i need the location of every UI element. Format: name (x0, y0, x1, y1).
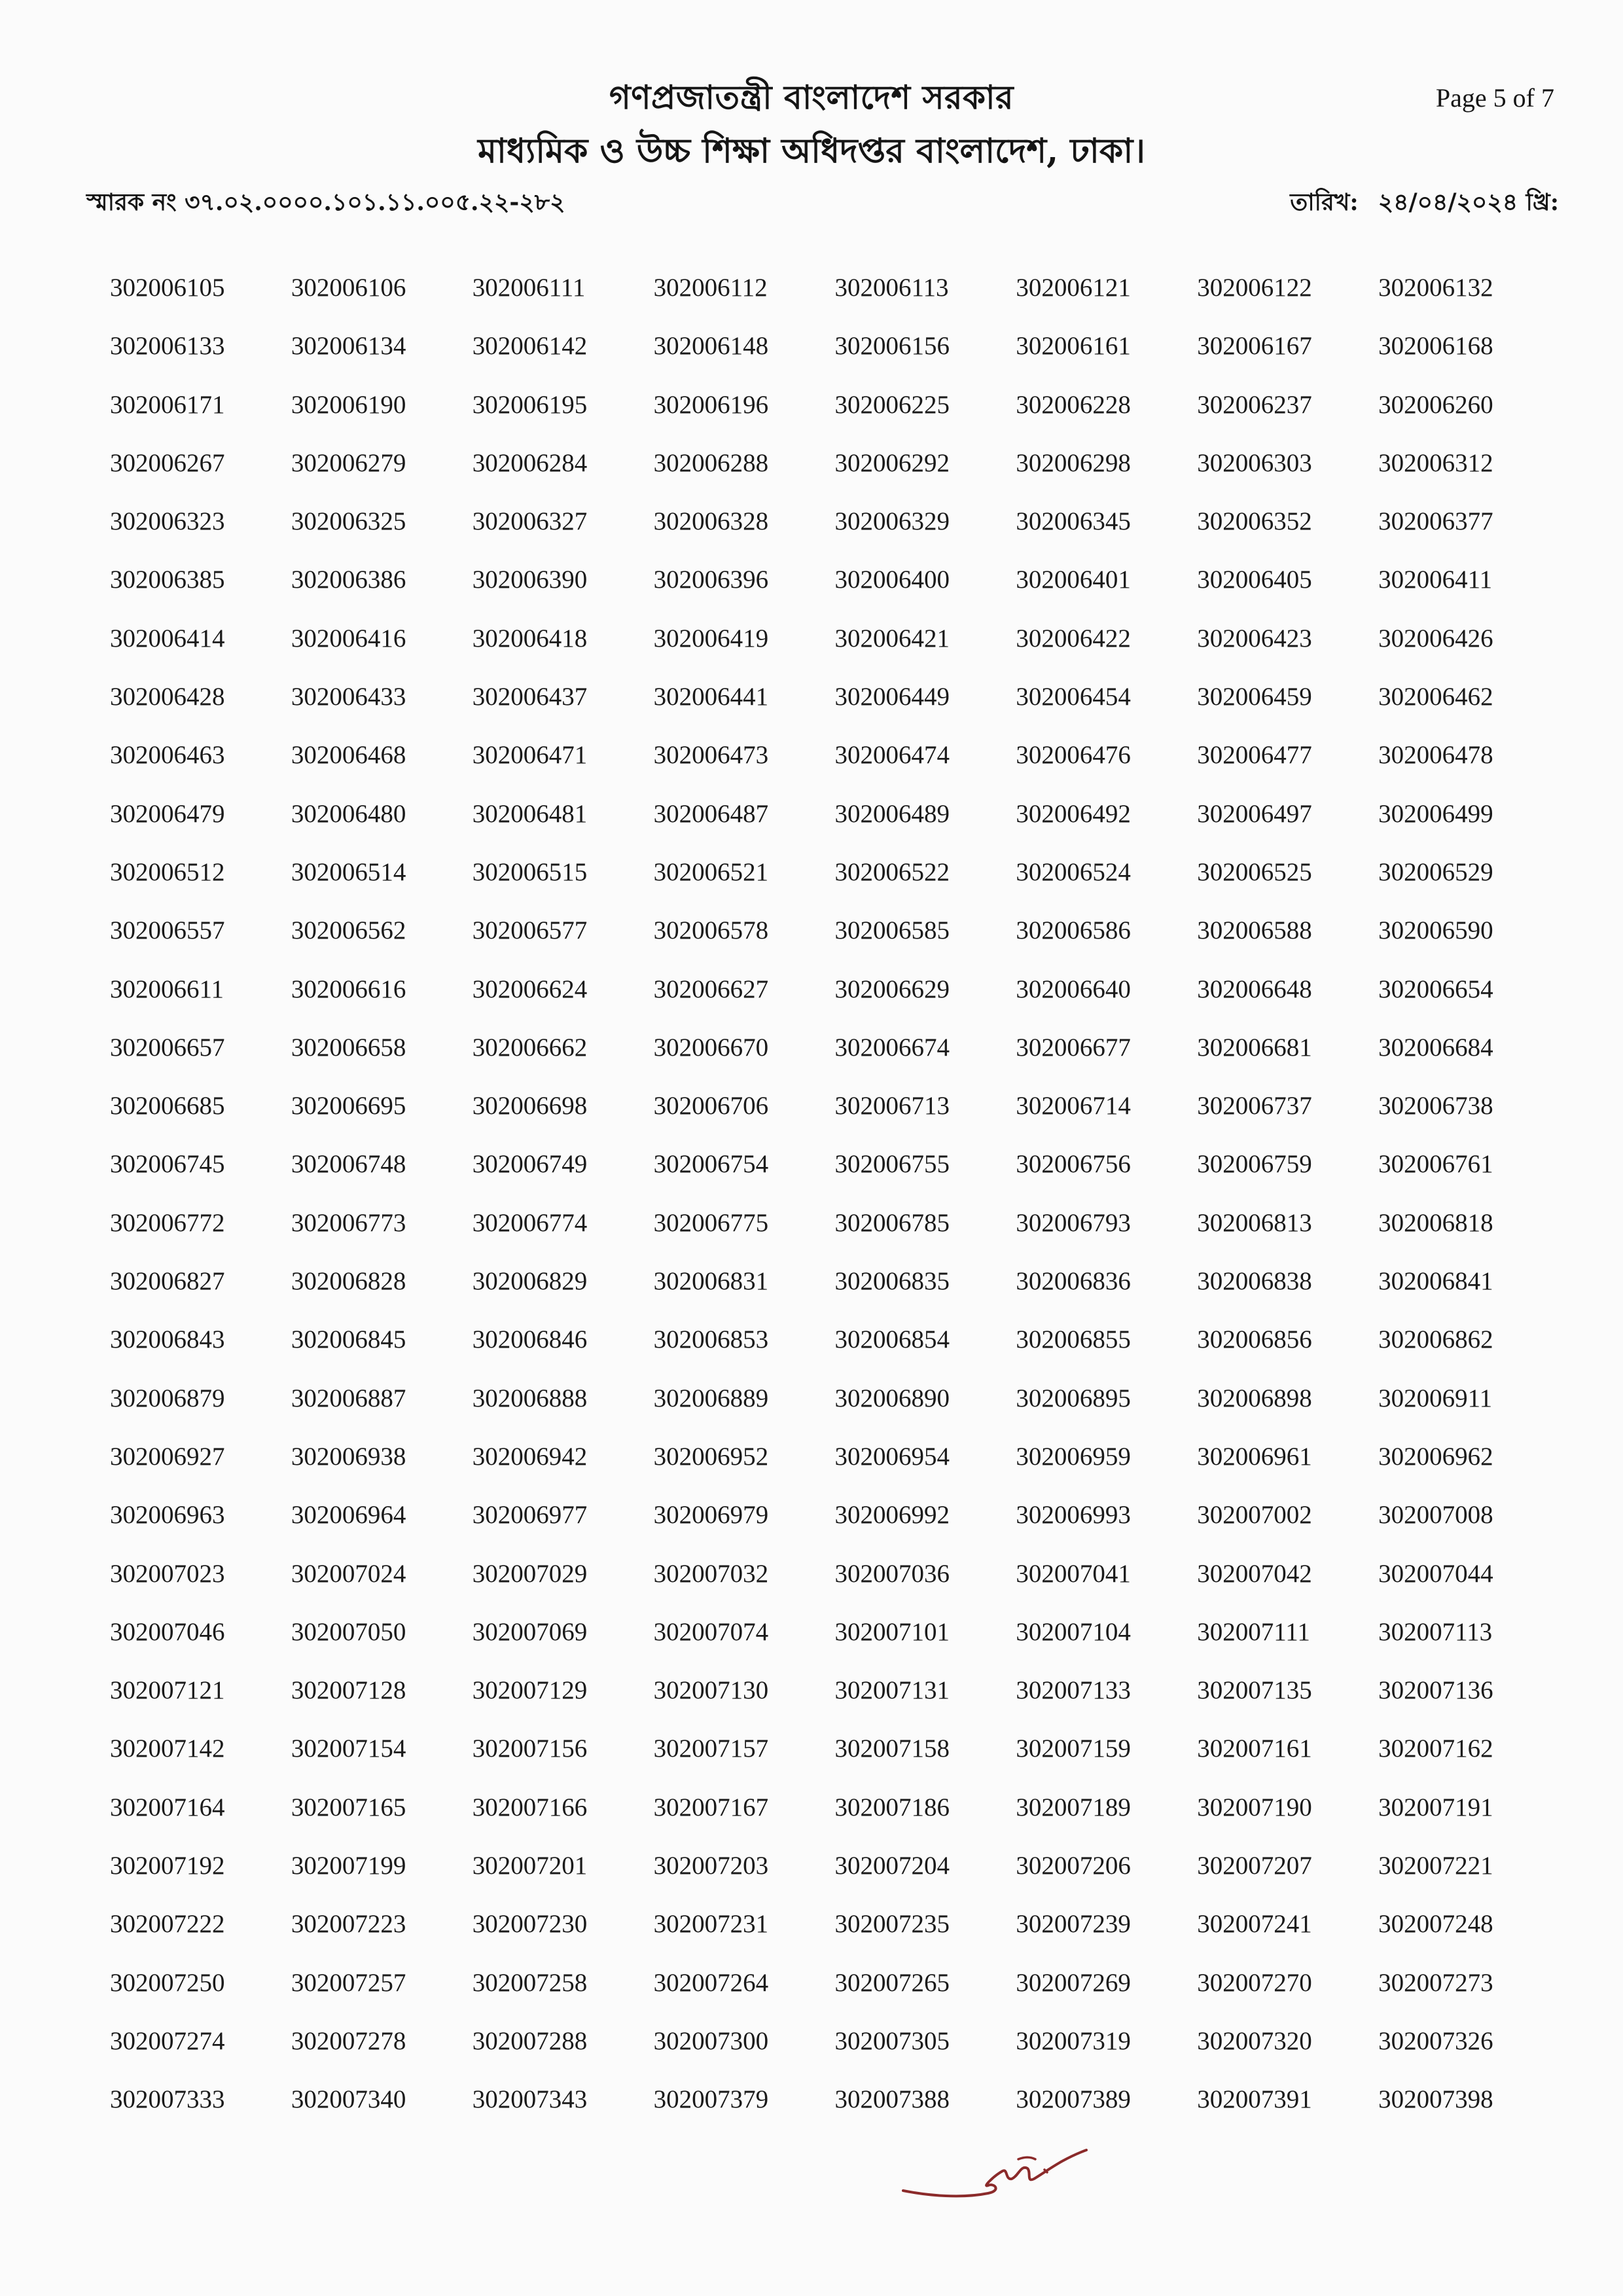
roll-number-cell: 302006426 (1378, 624, 1493, 653)
roll-number-cell: 302006476 (1016, 741, 1131, 770)
roll-number-cell: 302006854 (834, 1325, 950, 1354)
roll-number-cell: 302007333 (110, 2085, 225, 2114)
roll-number-cell: 302006793 (1016, 1208, 1131, 1237)
roll-number-cell: 302007388 (834, 2085, 950, 2114)
roll-number-cell: 302006328 (653, 507, 769, 536)
roll-number-cell: 302006449 (834, 683, 950, 711)
roll-number-cell: 302006195 (472, 390, 588, 419)
roll-number-cell: 302006454 (1016, 683, 1131, 711)
roll-number-cell: 302006775 (653, 1208, 769, 1237)
roll-number-cell: 302007128 (291, 1676, 406, 1705)
roll-number-cell: 302007305 (834, 2026, 950, 2055)
roll-number-cell: 302006911 (1378, 1384, 1493, 1412)
signature (890, 2130, 1126, 2215)
roll-number-cell: 302006390 (472, 565, 588, 594)
roll-number-cell: 302006963 (110, 1501, 225, 1530)
roll-number-cell: 302006325 (291, 507, 406, 536)
table-row (98, 1837, 1548, 1895)
roll-number-cell: 302006829 (472, 1267, 588, 1296)
roll-number-cell: 302006889 (653, 1384, 769, 1412)
roll-number-cell: 302006237 (1197, 390, 1312, 419)
roll-number-cell: 302006813 (1197, 1208, 1312, 1237)
roll-number-cell: 302006961 (1197, 1442, 1312, 1471)
page-indicator: Page 5 of 7 (1435, 83, 1554, 113)
roll-number-cell: 302006658 (291, 1033, 406, 1062)
roll-number-cell: 302007269 (1016, 1968, 1131, 1997)
roll-number-cell: 302007300 (653, 2026, 769, 2055)
table-row (98, 550, 1548, 609)
roll-number-cell: 302006856 (1197, 1325, 1312, 1354)
roll-number-cell: 302006512 (110, 857, 225, 886)
roll-number-cell: 302007113 (1378, 1617, 1493, 1646)
roll-number-cell: 302006836 (1016, 1267, 1131, 1296)
roll-number-cell: 302006773 (291, 1208, 406, 1237)
roll-number-cell: 302007074 (653, 1617, 769, 1646)
roll-number-cell: 302007046 (110, 1617, 225, 1646)
table-row (98, 726, 1548, 784)
roll-number-cell: 302006674 (834, 1033, 950, 1062)
roll-number-cell: 302006714 (1016, 1092, 1131, 1121)
roll-number-cell: 302006459 (1197, 683, 1312, 711)
roll-number-cell: 302007270 (1197, 1968, 1312, 1997)
roll-number-cell: 302006627 (653, 975, 769, 1003)
roll-number-cell: 302006521 (653, 857, 769, 886)
roll-number-cell: 302006112 (653, 274, 768, 302)
roll-number-cell: 302006377 (1378, 507, 1493, 536)
roll-number-cell: 302006962 (1378, 1442, 1493, 1471)
table-row (98, 1018, 1548, 1077)
table-row (98, 1545, 1548, 1603)
roll-number-cell: 302006677 (1016, 1033, 1131, 1062)
roll-number-cell: 302007206 (1016, 1852, 1131, 1880)
roll-number-cell: 302007050 (291, 1617, 406, 1646)
roll-number-cell: 302006654 (1378, 975, 1493, 1003)
roll-number-cell: 302006190 (291, 390, 406, 419)
roll-number-cell: 302007391 (1197, 2085, 1312, 2114)
roll-number-cell: 302006695 (291, 1092, 406, 1121)
roll-number-cell: 302006303 (1197, 448, 1312, 477)
roll-number-cell: 302007274 (110, 2026, 225, 2055)
table-row (98, 1661, 1548, 1719)
roll-number-cell: 302006196 (653, 390, 769, 419)
roll-number-cell: 302006477 (1197, 741, 1312, 770)
roll-number-cell: 302006557 (110, 916, 225, 945)
roll-number-cell: 302006755 (834, 1150, 950, 1179)
roll-number-cell: 302006629 (834, 975, 950, 1003)
roll-number-cell: 302006428 (110, 683, 225, 711)
roll-number-cell: 302007258 (472, 1968, 588, 1997)
table-row (98, 1310, 1548, 1369)
roll-number-cell: 302007135 (1197, 1676, 1312, 1705)
roll-number-cell: 302006578 (653, 916, 769, 945)
roll-number-cell: 302007136 (1378, 1676, 1493, 1705)
roll-number-cell: 302006156 (834, 332, 950, 361)
roll-number-cell: 302006845 (291, 1325, 406, 1354)
roll-number-cell: 302006879 (110, 1384, 225, 1412)
roll-number-cell: 302006479 (110, 799, 225, 828)
roll-number-cell: 302007189 (1016, 1793, 1131, 1821)
roll-number-cell: 302007131 (834, 1676, 950, 1705)
roll-number-cell: 302007201 (472, 1852, 588, 1880)
roll-number-cell: 302006616 (291, 975, 406, 1003)
roll-number-cell: 302006385 (110, 565, 225, 594)
roll-number-cell: 302006992 (834, 1501, 950, 1530)
roll-number-cell: 302007044 (1378, 1559, 1493, 1588)
roll-number-cell: 302006323 (110, 507, 225, 536)
roll-number-cell: 302006515 (472, 857, 588, 886)
roll-number-cell: 302006168 (1378, 332, 1493, 361)
roll-number-cell: 302006846 (472, 1325, 588, 1354)
roll-number-cell: 302007129 (472, 1676, 588, 1705)
roll-number-cell: 302007192 (110, 1852, 225, 1880)
roll-number-cell: 302007130 (653, 1676, 769, 1705)
roll-number-cell: 302006954 (834, 1442, 950, 1471)
roll-number-cell: 302006993 (1016, 1501, 1131, 1530)
table-row (98, 434, 1548, 492)
roll-number-cell: 302006437 (472, 683, 588, 711)
roll-number-cell: 302006585 (834, 916, 950, 945)
roll-number-cell: 302006473 (653, 741, 769, 770)
roll-number-cell: 302007157 (653, 1734, 769, 1763)
roll-number-cell: 302006463 (110, 741, 225, 770)
roll-number-cell: 302006298 (1016, 448, 1131, 477)
roll-number-cell: 302006396 (653, 565, 769, 594)
roll-number-cell: 302006514 (291, 857, 406, 886)
roll-number-cell: 302006640 (1016, 975, 1131, 1003)
roll-number-cell: 302007166 (472, 1793, 588, 1821)
roll-number-cell: 302006588 (1197, 916, 1312, 945)
roll-number-cell: 302006292 (834, 448, 950, 477)
roll-number-cell: 302006142 (472, 332, 588, 361)
table-row (98, 376, 1548, 434)
roll-number-cell: 302006421 (834, 624, 950, 653)
roll-number-cell: 302007121 (110, 1676, 225, 1705)
roll-number-cell: 302006148 (653, 332, 769, 361)
roll-number-cell: 302007158 (834, 1734, 950, 1763)
table-row (98, 259, 1548, 317)
roll-number-cell: 302006761 (1378, 1150, 1493, 1179)
roll-number-cell: 302006489 (834, 799, 950, 828)
roll-number-cell: 302007008 (1378, 1501, 1493, 1530)
roll-number-cell: 302006586 (1016, 916, 1131, 945)
roll-number-cell: 302006684 (1378, 1033, 1493, 1062)
roll-number-cell: 302006411 (1378, 565, 1493, 594)
roll-number-cell: 302006284 (472, 448, 588, 477)
roll-number-cell: 302006386 (291, 565, 406, 594)
date-value: ২৪/০৪/২০২৪ খ্রি: (1378, 188, 1559, 216)
roll-number-cell: 302006401 (1016, 565, 1131, 594)
table-row (98, 1954, 1548, 2012)
roll-number-cell: 302007190 (1197, 1793, 1312, 1821)
roll-number-cell: 302006171 (110, 390, 225, 419)
roll-number-cell: 302006105 (110, 274, 225, 302)
roll-number-cell: 302007288 (472, 2026, 588, 2055)
roll-number-cell: 302007239 (1016, 1910, 1131, 1939)
roll-number-cell: 302007024 (291, 1559, 406, 1588)
roll-number-cell: 302007042 (1197, 1559, 1312, 1588)
roll-number-cell: 302006611 (110, 975, 224, 1003)
roll-number-cell: 302006754 (653, 1150, 769, 1179)
date-block (1290, 185, 1559, 224)
roll-number-cell: 302007389 (1016, 2085, 1131, 2114)
roll-number-cell: 302006462 (1378, 683, 1493, 711)
roll-number-cell: 302006835 (834, 1267, 950, 1296)
roll-number-cell: 302006670 (653, 1033, 769, 1062)
roll-number-cell: 302006977 (472, 1501, 588, 1530)
roll-number-cell: 302007023 (110, 1559, 225, 1588)
roll-number-cell: 302006132 (1378, 274, 1493, 302)
table-row (98, 1369, 1548, 1427)
roll-number-cell: 302006698 (472, 1092, 588, 1121)
table-row (98, 492, 1548, 550)
government-title: গণপ্রজাতন্ত্রী বাংলাদেশ সরকার (609, 78, 1014, 117)
roll-number-cell: 302006327 (472, 507, 588, 536)
roll-number-cell: 302007398 (1378, 2085, 1493, 2114)
roll-number-cell: 302006279 (291, 448, 406, 477)
roll-number-cell: 302007223 (291, 1910, 406, 1939)
roll-number-cell: 302006492 (1016, 799, 1131, 828)
roll-number-cell: 302006133 (110, 332, 225, 361)
roll-number-cell: 302006468 (291, 741, 406, 770)
roll-number-cell: 302006352 (1197, 507, 1312, 536)
roll-number-cell: 302006497 (1197, 799, 1312, 828)
roll-number-cell: 302007235 (834, 1910, 950, 1939)
roll-number-cell: 302006113 (834, 274, 949, 302)
roll-number-cell: 302007264 (653, 1968, 769, 1997)
roll-number-cell: 302007273 (1378, 1968, 1493, 1997)
roll-number-cell: 302006927 (110, 1442, 225, 1471)
roll-number-cell: 302006855 (1016, 1325, 1131, 1354)
roll-number-cell: 302006481 (472, 799, 588, 828)
table-row (98, 2070, 1548, 2128)
roll-number-cell: 302006522 (834, 857, 950, 886)
roll-number-cell: 302006414 (110, 624, 225, 653)
roll-number-cell: 302007036 (834, 1559, 950, 1588)
roll-number-cell: 302006942 (472, 1442, 588, 1471)
roll-number-cell: 302006122 (1197, 274, 1312, 302)
roll-number-cell: 302006478 (1378, 741, 1493, 770)
roll-number-cell: 302006400 (834, 565, 950, 594)
roll-number-cell: 302006525 (1197, 857, 1312, 886)
roll-number-cell: 302007142 (110, 1734, 225, 1763)
roll-number-cell: 302007230 (472, 1910, 588, 1939)
roll-number-cell: 302007032 (653, 1559, 769, 1588)
table-row (98, 668, 1548, 726)
roll-number-cell: 302007002 (1197, 1501, 1312, 1530)
roll-number-cell: 302006562 (291, 916, 406, 945)
table-row (98, 1252, 1548, 1310)
roll-number-cell: 302006657 (110, 1033, 225, 1062)
roll-number-cell: 302006260 (1378, 390, 1493, 419)
roll-number-cell: 302006838 (1197, 1267, 1312, 1296)
roll-number-cell: 302006480 (291, 799, 406, 828)
roll-number-cell: 302007320 (1197, 2026, 1312, 2055)
roll-number-cell: 302006487 (653, 799, 769, 828)
roll-number-table (98, 259, 1548, 2129)
roll-number-cell: 302006577 (472, 916, 588, 945)
roll-number-cell: 302006345 (1016, 507, 1131, 536)
roll-number-cell: 302006938 (291, 1442, 406, 1471)
roll-number-cell: 302007159 (1016, 1734, 1131, 1763)
roll-number-cell: 302006225 (834, 390, 950, 419)
roll-number-cell: 302007248 (1378, 1910, 1493, 1939)
roll-number-cell: 302006827 (110, 1267, 225, 1296)
roll-number-cell: 302006685 (110, 1092, 225, 1121)
roll-number-cell: 302007164 (110, 1793, 225, 1821)
table-row (98, 609, 1548, 668)
date-label: তারিখ: (1290, 188, 1359, 216)
roll-number-cell: 302006106 (291, 274, 406, 302)
roll-number-cell: 302007156 (472, 1734, 588, 1763)
roll-number-cell: 302006423 (1197, 624, 1312, 653)
roll-number-cell: 302006862 (1378, 1325, 1493, 1354)
directorate-title: মাধ্যমিক ও উচ্চ শিক্ষা অধিদপ্তর বাংলাদেশ, ঢাকা। (478, 131, 1145, 171)
roll-number-cell: 302006329 (834, 507, 950, 536)
roll-number-cell: 302007191 (1378, 1793, 1493, 1821)
table-row (98, 1719, 1548, 1778)
table-row (98, 1135, 1548, 1193)
roll-number-cell: 302006952 (653, 1442, 769, 1471)
table-row (98, 1077, 1548, 1135)
roll-number-cell: 302006228 (1016, 390, 1131, 419)
roll-number-cell: 302007221 (1378, 1852, 1493, 1880)
roll-number-cell: 302007162 (1378, 1734, 1493, 1763)
roll-number-cell: 302006759 (1197, 1150, 1312, 1179)
roll-number-cell: 302007161 (1197, 1734, 1312, 1763)
roll-number-cell: 302006841 (1378, 1267, 1493, 1296)
table-row (98, 1427, 1548, 1486)
roll-number-cell: 302006590 (1378, 916, 1493, 945)
roll-number-cell: 302007204 (834, 1852, 950, 1880)
roll-number-cell: 302006831 (653, 1267, 769, 1296)
roll-number-cell: 302007203 (653, 1852, 769, 1880)
roll-number-cell: 302006843 (110, 1325, 225, 1354)
roll-number-cell: 302006529 (1378, 857, 1493, 886)
roll-number-cell: 302006749 (472, 1150, 588, 1179)
roll-number-cell: 302006706 (653, 1092, 769, 1121)
roll-number-cell: 302006887 (291, 1384, 406, 1412)
roll-number-cell: 302006772 (110, 1208, 225, 1237)
roll-number-cell: 302007186 (834, 1793, 950, 1821)
roll-number-cell: 302006979 (653, 1501, 769, 1530)
roll-number-cell: 302007133 (1016, 1676, 1131, 1705)
table-row (98, 960, 1548, 1018)
memo-number: স্মারক নং ৩৭.০২.০০০০.১০১.১১.০০৫.২২-২৮২ (86, 188, 565, 216)
roll-number-cell: 302006288 (653, 448, 769, 477)
roll-number-cell: 302007250 (110, 1968, 225, 1997)
roll-number-cell: 302007241 (1197, 1910, 1312, 1939)
roll-number-cell: 302007029 (472, 1559, 588, 1588)
roll-number-cell: 302006441 (653, 683, 769, 711)
roll-number-cell: 302006745 (110, 1150, 225, 1179)
roll-number-cell: 302006471 (472, 741, 588, 770)
roll-number-cell: 302006422 (1016, 624, 1131, 653)
roll-number-cell: 302006624 (472, 975, 588, 1003)
roll-number-cell: 302007319 (1016, 2026, 1131, 2055)
roll-number-cell: 302006713 (834, 1092, 950, 1121)
table-row (98, 1194, 1548, 1252)
roll-number-cell: 302006737 (1197, 1092, 1312, 1121)
roll-number-cell: 302007069 (472, 1617, 588, 1646)
roll-number-cell: 302006433 (291, 683, 406, 711)
roll-number-cell: 302007326 (1378, 2026, 1493, 2055)
roll-number-cell: 302006312 (1378, 448, 1493, 477)
roll-number-cell: 302006828 (291, 1267, 406, 1296)
roll-number-cell: 302007101 (834, 1617, 950, 1646)
roll-number-cell: 302006405 (1197, 565, 1312, 594)
roll-number-cell: 302006416 (291, 624, 406, 653)
roll-number-cell: 302006756 (1016, 1150, 1131, 1179)
roll-number-cell: 302006167 (1197, 332, 1312, 361)
roll-number-cell: 302007167 (653, 1793, 769, 1821)
roll-number-cell: 302006648 (1197, 975, 1312, 1003)
roll-number-cell: 302006898 (1197, 1384, 1312, 1412)
roll-number-cell: 302007265 (834, 1968, 950, 1997)
roll-number-cell: 302007154 (291, 1734, 406, 1763)
roll-number-cell: 302006499 (1378, 799, 1493, 828)
table-row (98, 317, 1548, 375)
roll-number-cell: 302006895 (1016, 1384, 1131, 1412)
roll-number-cell: 302006818 (1378, 1208, 1493, 1237)
roll-number-cell: 302006662 (472, 1033, 588, 1062)
table-row (98, 1895, 1548, 1953)
roll-number-cell: 302007343 (472, 2085, 588, 2114)
roll-number-cell: 302006888 (472, 1384, 588, 1412)
table-row (98, 1486, 1548, 1544)
roll-number-cell: 302006681 (1197, 1033, 1312, 1062)
roll-number-cell: 302006134 (291, 332, 406, 361)
roll-number-cell: 302007165 (291, 1793, 406, 1821)
roll-number-cell: 302006785 (834, 1208, 950, 1237)
roll-number-cell: 302007257 (291, 1968, 406, 1997)
roll-number-cell: 302006959 (1016, 1442, 1131, 1471)
roll-number-cell: 302007207 (1197, 1852, 1312, 1880)
table-row (98, 1603, 1548, 1661)
roll-number-cell: 302006474 (834, 741, 950, 770)
roll-number-cell: 302006890 (834, 1384, 950, 1412)
roll-number-cell: 302006419 (653, 624, 769, 653)
roll-number-cell: 302006121 (1016, 274, 1131, 302)
roll-number-cell: 302006418 (472, 624, 588, 653)
table-row (98, 901, 1548, 960)
roll-number-cell: 302007340 (291, 2085, 406, 2114)
roll-number-cell: 302006524 (1016, 857, 1131, 886)
roll-number-cell: 302006111 (472, 274, 586, 302)
roll-number-cell: 302006774 (472, 1208, 588, 1237)
roll-number-cell: 302006161 (1016, 332, 1131, 361)
roll-number-cell: 302007041 (1016, 1559, 1131, 1588)
roll-number-cell: 302006853 (653, 1325, 769, 1354)
roll-number-cell: 302007231 (653, 1910, 769, 1939)
roll-number-cell: 302007199 (291, 1852, 406, 1880)
table-row (98, 1778, 1548, 1837)
table-row (98, 843, 1548, 901)
roll-number-cell: 302006748 (291, 1150, 406, 1179)
roll-number-cell: 302007104 (1016, 1617, 1131, 1646)
table-row (98, 2012, 1548, 2070)
roll-number-cell: 302007278 (291, 2026, 406, 2055)
roll-number-cell: 302006267 (110, 448, 225, 477)
roll-number-cell: 302007222 (110, 1910, 225, 1939)
roll-number-cell: 302007111 (1197, 1617, 1310, 1646)
table-row (98, 785, 1548, 843)
roll-number-cell: 302007379 (653, 2085, 769, 2114)
roll-number-cell: 302006964 (291, 1501, 406, 1530)
roll-number-cell: 302006738 (1378, 1092, 1493, 1121)
